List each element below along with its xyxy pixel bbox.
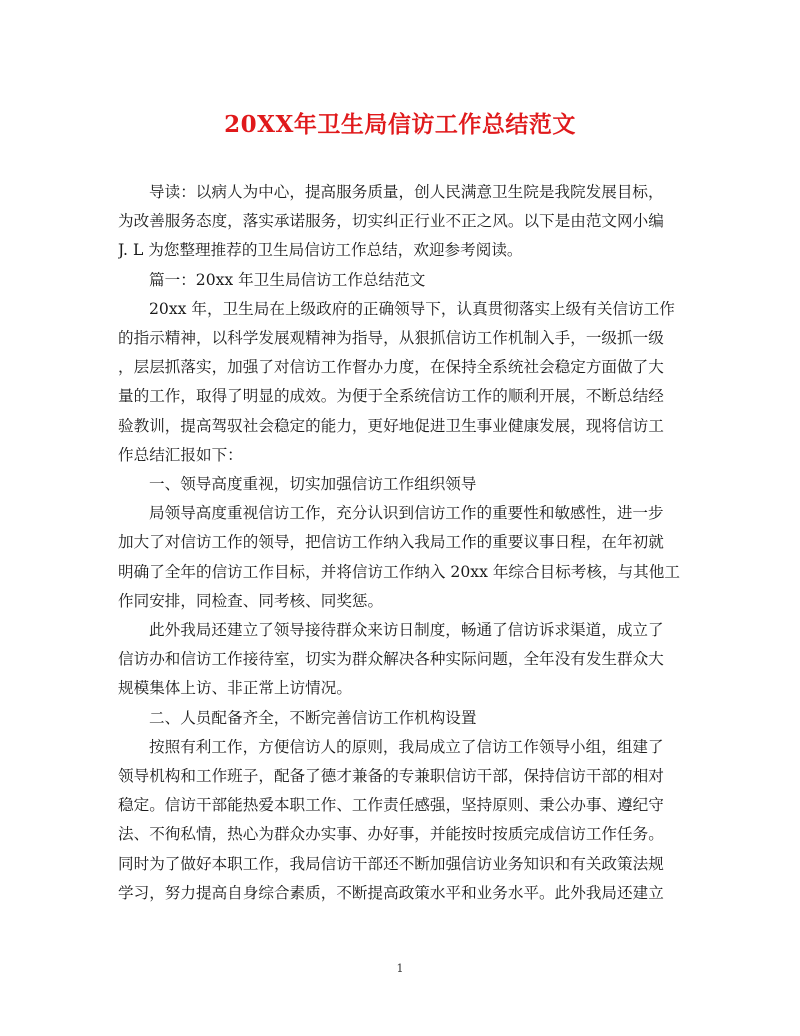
text-line: 信访办和信访工作接待室，切实为群众解决各种实际问题，全年没有发生群众大 [118, 650, 664, 669]
text-line: 作总结汇报如下： [118, 445, 243, 464]
text-line: 验教训，提高驾驭社会稳定的能力，更好地促进卫生事业健康发展，现将信访工 [118, 416, 664, 435]
text-line: 局领导高度重视信访工作，充分认识到信访工作的重要性和敏感性，进一步 [149, 504, 664, 523]
paragraph-section-heading [118, 266, 680, 295]
text-line: 法、不徇私情，热心为群众办实事、办好事，并能按时按质完成信访工作任务。 [118, 825, 664, 844]
text-line: 稳定。信访干部能热爱本职工作、工作责任感强，坚持原则、秉公办事、遵纪守 [118, 796, 664, 815]
page-number: 1 [396, 962, 404, 975]
text-line: 领导机构和工作班子，配备了德才兼备的专兼职信访干部，保持信访干部的相对 [118, 767, 664, 786]
document-body [118, 178, 680, 908]
document-title: 20XX年卫生局信访工作总结范文 [224, 111, 576, 138]
text-line: 一、领导高度重视，切实加强信访工作组织领导 [149, 475, 477, 494]
text-line: 加大了对信访工作的领导，把信访工作纳入我局工作的重要议事日程，在年初就 [118, 533, 664, 552]
paragraph-subheading [118, 470, 680, 499]
text-line: 同时为了做好本职工作，我局信访干部还不断加强信访业务知识和有关政策法规 [118, 854, 664, 873]
paragraph-body [118, 616, 680, 704]
text-line: 量的工作，取得了明显的成效。为便于全系统信访工作的顺利开展，不断总结经 [118, 387, 664, 406]
paragraph-intro [118, 178, 680, 266]
text-line: 为改善服务态度，落实承诺服务，切实纠正行业不正之风。以下是由范文网小编 [118, 212, 664, 231]
text-line: 明确了全年的信访工作目标，并将信访工作纳入 20xx 年综合目标考核，与其他工 [118, 562, 680, 581]
text-line: 二、人员配备齐全，不断完善信访工作机构设置 [149, 708, 477, 727]
paragraph-subheading [118, 704, 680, 733]
text-line: 导读：以病人为中心，提高服务质量，创人民满意卫生院是我院发展目标， [149, 183, 664, 201]
text-line: 规模集体上访、非正常上访情况。 [118, 679, 352, 698]
paragraph-body [118, 733, 680, 908]
paragraph-body [118, 499, 680, 616]
text-line: ，层层抓落实，加强了对信访工作督办力度，在保持全系统社会稳定方面做了大 [118, 358, 664, 377]
text-line: 学习，努力提高自身综合素质，不断提高政策水平和业务水平。此外我局还建立 [118, 883, 664, 902]
text-line: 作同安排，同检查、同考核、同奖惩。 [118, 591, 384, 610]
text-line: 篇一：20xx 年卫生局信访工作总结范文 [149, 270, 426, 289]
text-line: J. L 为您整理推荐的卫生局信访工作总结，欢迎参考阅读。 [118, 241, 523, 260]
paragraph-body [118, 295, 680, 470]
text-line: 按照有利工作，方便信访人的原则，我局成立了信访工作领导小组，组建了 [149, 737, 664, 756]
text-line: 的指示精神，以科学发展观精神为指导，从狠抓信访工作机制入手，一级抓一级 [118, 329, 664, 348]
text-line: 此外我局还建立了领导接待群众来访日制度，畅通了信访诉求渠道，成立了 [149, 621, 664, 640]
text-line: 20xx 年，卫生局在上级政府的正确领导下，认真贯彻落实上级有关信访工作 [149, 299, 675, 318]
